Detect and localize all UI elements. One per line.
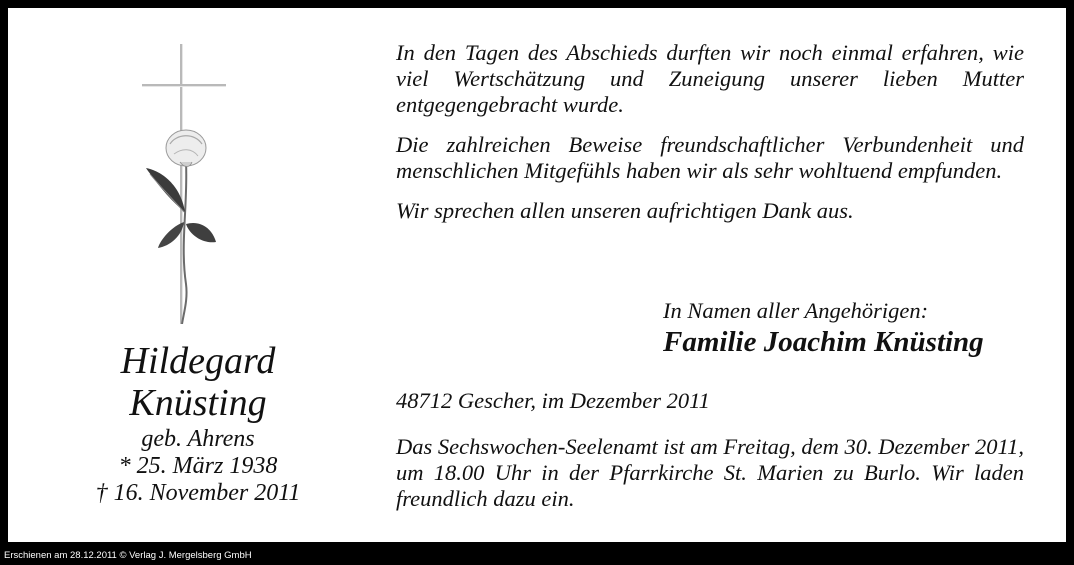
requiem-notice: Das Sechswochen-Seelenamt ist am Freitag, dem 30. Dezember 2011, um 18.00 Uhr in der Pfarrkirche St. Marien zu Burlo. Wir laden freundlich dazu ein. bbox=[396, 434, 1024, 511]
message-paragraph-3: Wir sprechen allen unseren aufrichtigen Dank aus. bbox=[396, 198, 854, 223]
birth-date: * 25. März 1938 bbox=[118, 453, 278, 479]
place-date: 48712 Gescher, im Dezember 2011 bbox=[396, 388, 710, 413]
thanks-message bbox=[396, 40, 1024, 238]
signature-block bbox=[663, 298, 1043, 360]
obituary-card bbox=[8, 8, 1066, 542]
cross-with-rose-icon bbox=[128, 44, 238, 324]
death-date: † 16. November 2011 bbox=[95, 480, 301, 506]
signature-family: Familie Joachim Knüsting bbox=[663, 326, 984, 358]
message-paragraph-2: Die zahlreichen Beweise freundschaftlicher Verbundenheit und menschlichen Mitgefühls haben wir als sehr wohltuend empfunden. bbox=[396, 132, 1024, 183]
message-paragraph-1: In den Tagen des Abschieds durften wir noch einmal erfahren, wie viel Wertschätzung und Zuneigung unserer lieben Mutter entgegengebracht wurde. bbox=[396, 40, 1024, 117]
deceased-info bbox=[48, 340, 348, 507]
signature-intro: In Namen aller Angehörigen: bbox=[663, 298, 929, 323]
publication-footer: Erschienen am 28.12.2011 © Verlag J. Mergelsberg GmbH bbox=[4, 550, 252, 561]
last-name: Knüsting bbox=[129, 382, 267, 424]
birth-name: geb. Ahrens bbox=[141, 426, 255, 452]
first-name: Hildegard bbox=[120, 340, 276, 382]
